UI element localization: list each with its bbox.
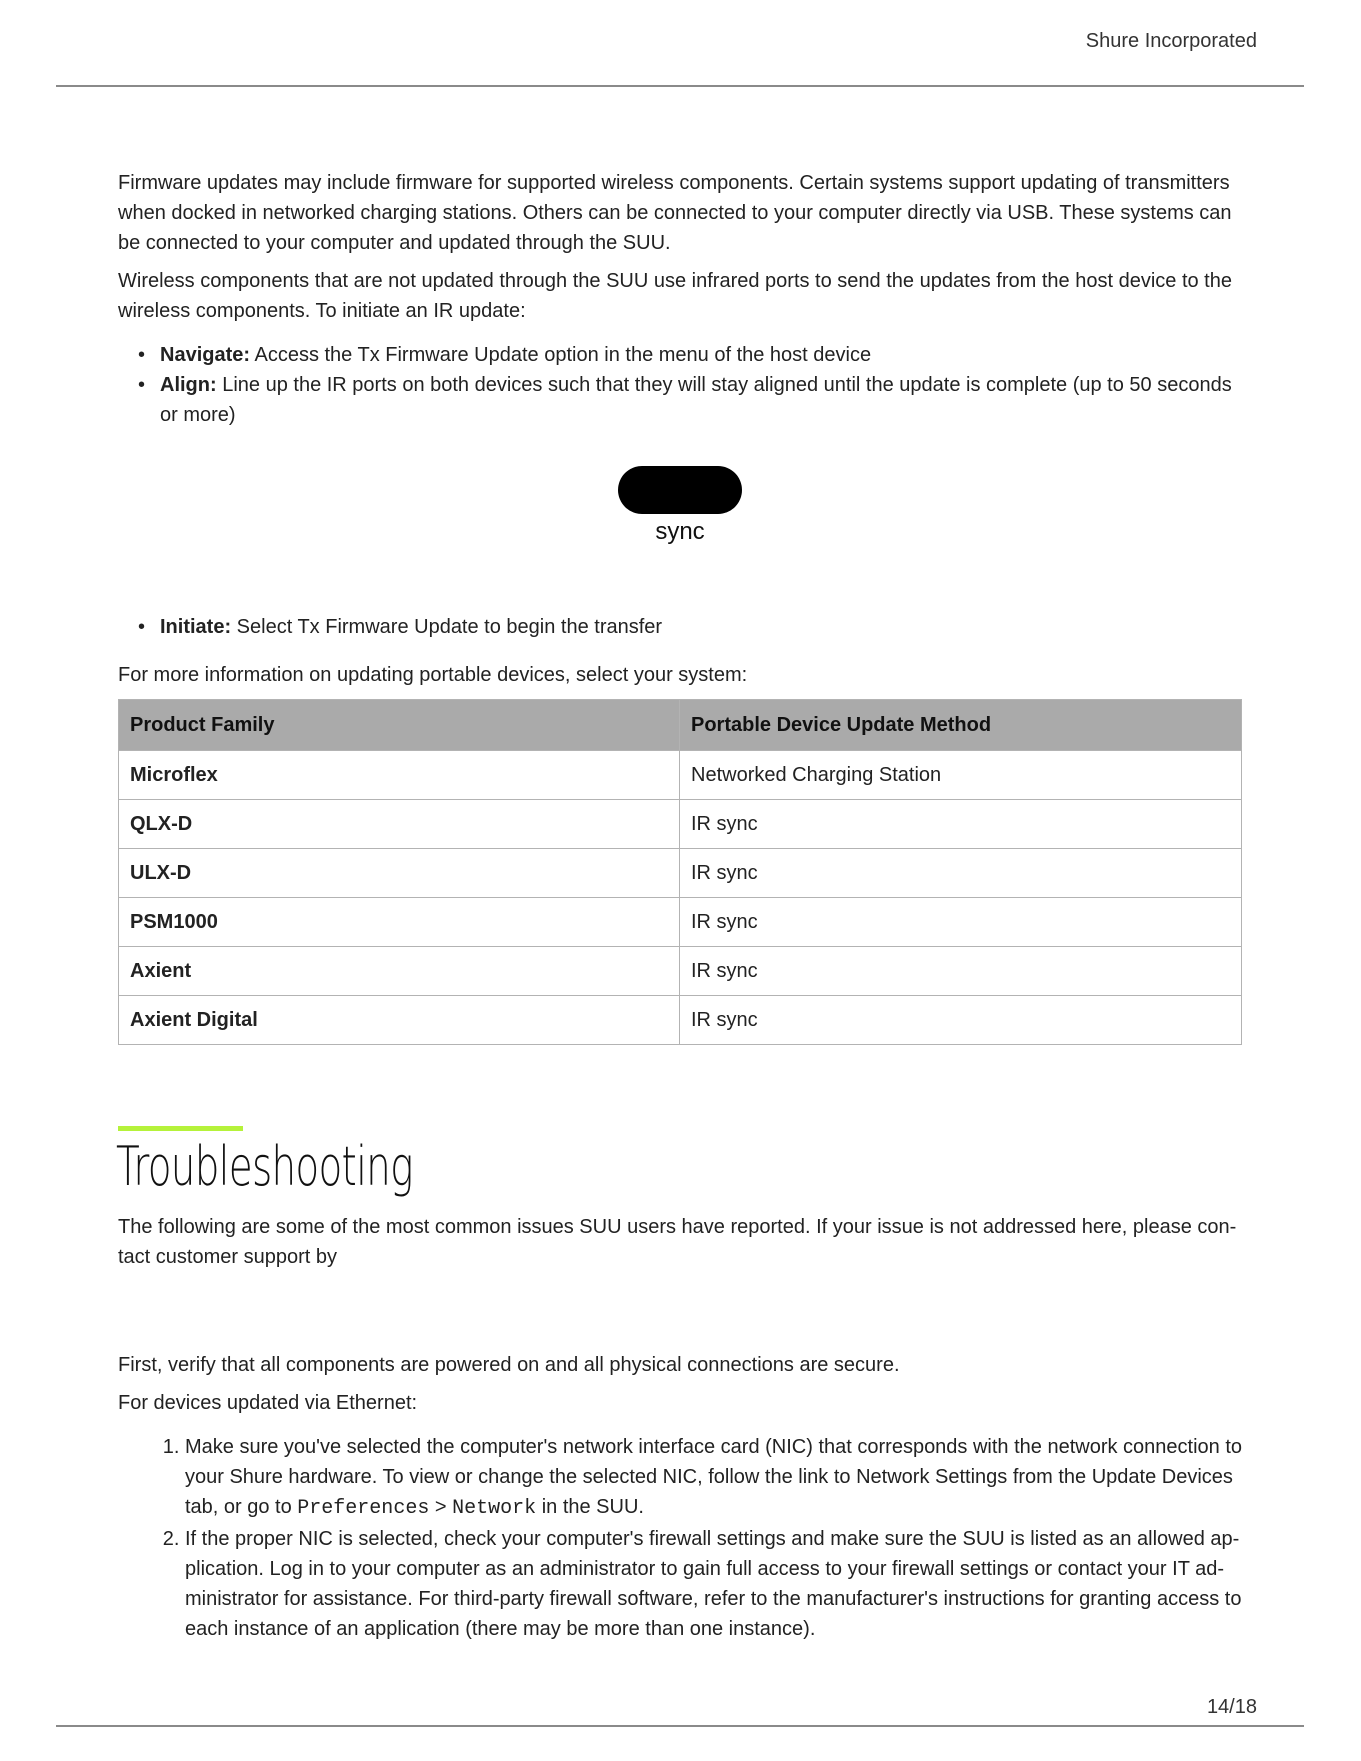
ir-step-text: Line up the IR ports on both devices such that they will stay aligned until the update is complete (up to 50 seconds or more) <box>160 374 1232 426</box>
header-divider <box>56 85 1304 87</box>
table-header-row <box>119 700 1242 751</box>
ir-step-label: Navigate: <box>160 344 251 366</box>
ethernet-steps-list <box>118 1432 1243 1644</box>
update-method-cell: IR sync <box>680 996 1242 1045</box>
update-method-cell: IR sync <box>680 898 1242 947</box>
update-method-cell: IR sync <box>680 849 1242 898</box>
step-text: Make sure you've selected the computer's network interface card (NIC) that corresponds with the network connection to your Shure hardware. To view or change the selected NIC, follow the link to Network Settings from the Update Devices tab, or go to <box>185 1436 1243 1518</box>
section-accent-bar <box>118 1126 243 1131</box>
intro-section <box>118 168 1243 430</box>
table-row <box>119 800 1242 849</box>
page-number: 14/18 <box>1206 1696 1257 1718</box>
product-family-cell: QLX-D <box>119 800 680 849</box>
product-family-cell: Axient Digital <box>119 996 680 1045</box>
column-header-product-family: Product Family <box>119 700 680 751</box>
update-method-table <box>118 699 1242 1045</box>
product-family-cell: Axient <box>119 947 680 996</box>
ir-sync-button-illustration <box>618 466 742 514</box>
update-method-cell: IR sync <box>680 947 1242 996</box>
table-row <box>119 996 1242 1045</box>
menu-path-separator: > <box>429 1496 453 1518</box>
ethernet-step-2: 2. If the proper NIC is selected, check your computer's firewall settings and make sure the SUU is listed as an allowed ap-plication. Log in to your computer as an administrator to gain full access to your firewall settings or contact your IT ad-ministrator for assistance. For third-party firewall software, refer to the manufacturer's instructions for granting access to each instance of an application (there may be more than one instance). <box>185 1524 1243 1644</box>
header-company-name: Shure Incorporated <box>1085 30 1257 52</box>
step-text-end: in the SUU. <box>536 1496 644 1518</box>
table-row <box>119 898 1242 947</box>
ir-step-align <box>160 370 1243 430</box>
ir-step-label: Initiate: <box>160 616 232 638</box>
intro-paragraph-1: Firmware updates may include firmware for supported wireless components. Certain systems support updating of transmitters when docked in networked charging stations. Others can be connected to your computer directly via USB. These systems can be connected to your computer and updated through the SUU. <box>118 172 1232 254</box>
table-row <box>119 849 1242 898</box>
product-family-cell: ULX-D <box>119 849 680 898</box>
initiate-section <box>118 612 1243 690</box>
ir-step-initiate <box>160 612 1243 642</box>
update-method-cell: Networked Charging Station <box>680 751 1242 800</box>
ir-steps-list-continued <box>118 612 1243 642</box>
ir-step-text: Access the Tx Firmware Update option in the menu of the host device <box>250 344 872 366</box>
ethernet-lead-text: For devices updated via Ethernet: <box>118 1392 418 1414</box>
ir-steps-list <box>118 340 1243 430</box>
ir-step-text: Select Tx Firmware Update to begin the transfer <box>231 616 663 638</box>
troubleshooting-intro: The following are some of the most common issues SUU users have reported. If your issue is not addressed here, please con-tact customer support by <box>118 1216 1237 1268</box>
intro-paragraph-2: Wireless components that are not updated through the SUU use infrared ports to send the updates from the host device to the wireless components. To initiate an IR update: <box>118 270 1232 322</box>
table-lead-text: For more information on updating portable devices, select your system: <box>118 664 748 686</box>
update-method-cell: IR sync <box>680 800 1242 849</box>
verify-text: First, verify that all components are powered on and all physical connections are secure. <box>118 1354 900 1376</box>
sync-figure <box>618 466 742 546</box>
product-family-cell: PSM1000 <box>119 898 680 947</box>
column-header-update-method: Portable Device Update Method <box>680 700 1242 751</box>
table-row <box>119 751 1242 800</box>
sync-label: sync <box>655 518 705 545</box>
ir-step-navigate <box>160 340 1243 370</box>
troubleshooting-intro-section <box>118 1212 1243 1272</box>
table-row <box>119 947 1242 996</box>
ir-step-label: Align: <box>160 374 217 396</box>
product-family-cell: Microflex <box>119 751 680 800</box>
footer-divider <box>56 1725 1304 1727</box>
troubleshooting-steps-section <box>118 1350 1243 1644</box>
preferences-menu-path: Preferences <box>297 1497 430 1520</box>
section-title-troubleshooting: Troubleshooting <box>116 1135 413 1198</box>
ethernet-step-1 <box>185 1432 1243 1524</box>
network-menu-path: Network <box>452 1497 537 1520</box>
